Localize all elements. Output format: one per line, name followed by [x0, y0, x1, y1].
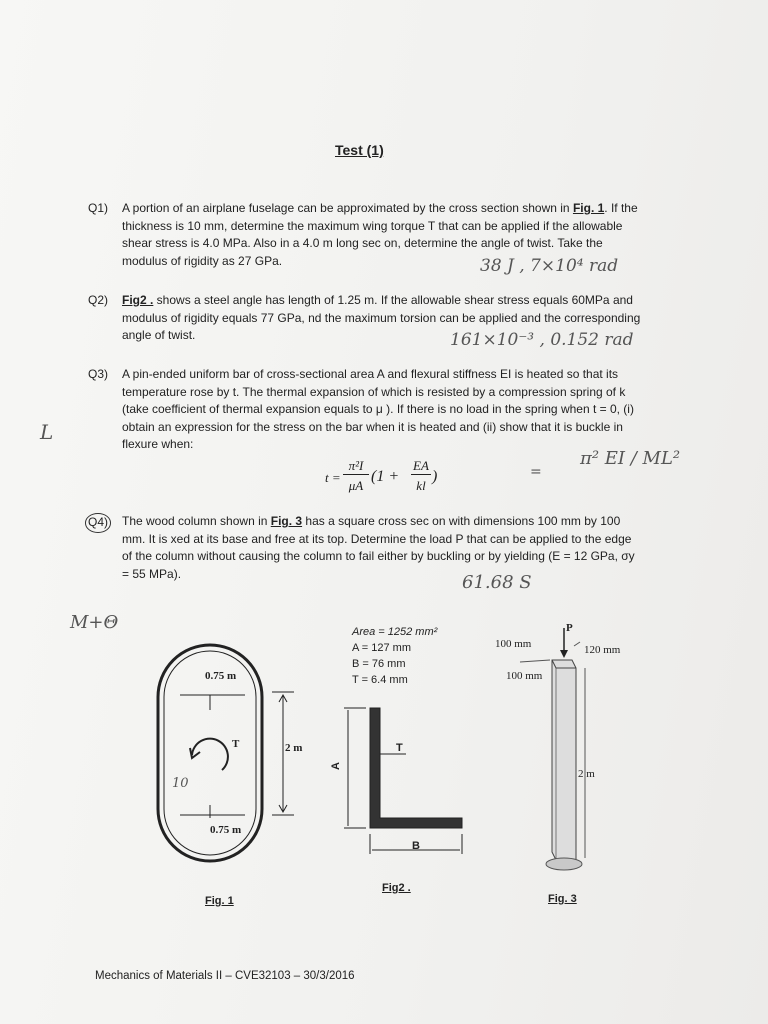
handwritten-equals: = [530, 464, 542, 480]
question-text: shows a steel angle has length of 1.25 m. If the allowable shear stress equals 60MPa and modulus of rigidity equals 77 GPa, nd the maximum torsion can be applied and the corresponding angle of twist. [122, 293, 641, 342]
page-footer: Mechanics of Materials II – CVE32103 – 30/3/2016 [95, 970, 355, 982]
handwritten-answer-q4: 61.68 S [462, 572, 532, 593]
fig1-caption: Fig. 1 [205, 895, 234, 907]
question-text: The wood column shown in [122, 514, 271, 528]
fig1-dim-top: 0.75 m [205, 670, 237, 682]
formula-denominator-2: kl [416, 478, 426, 493]
fig2-angle-section [330, 700, 480, 860]
question-number: Q2) [88, 293, 109, 307]
handwritten-fig1-note: 10 [172, 776, 189, 791]
question-text: A pin-ended uniform bar of cross-sectional area A and flexural stiffness EI is heated so that its temperature rose by t. The thermal expansion of which is resisted by a compression spring of k (take coefficient of thermal expansion equals to μ ). If there is no load in the spring when t = 0, (i) obtain an expression for the stress on the bar when it is heated and (ii) show that it is buckle in flexure when: [122, 367, 634, 451]
fig2-label-T: T [396, 742, 403, 754]
formula-paren-close: ) [432, 468, 438, 485]
handwritten-margin-note: M+Θ [70, 612, 119, 633]
fig3-dim-2: 120 mm [584, 644, 621, 656]
fig3-caption: Fig. 3 [548, 893, 577, 905]
formula-denominator: μA [348, 478, 364, 493]
fig1-dim-height: 2 m [285, 742, 303, 754]
question-text: . If the thickness is 10 mm, determine the maximum wing torque T that can be applied if the allowable shear stress is 4.0 MPa. Also in a 4.0 m long sec on, determine the angle of twist. Take the modulus of rigidity as 27 GPa. [122, 201, 638, 268]
fig1-dim-bottom: 0.75 m [210, 824, 242, 836]
fig3-load-label: P [566, 622, 573, 634]
handwritten-margin-mark: L [40, 420, 54, 444]
fig3-wood-column [490, 620, 620, 880]
fig2-dim-T: T = 6.4 mm [352, 674, 408, 686]
fig3-dim-3: 100 mm [506, 670, 543, 682]
question-number: Q3) [88, 367, 109, 381]
fig2-area: Area = 1252 mm² [352, 626, 438, 638]
formula-numerator-2: EA [411, 458, 431, 475]
formula-paren: (1 + [371, 468, 400, 485]
figure-reference: Fig2 . [122, 293, 154, 307]
fig3-height: 2 m [578, 768, 595, 780]
question-text: has a square cross sec on with dimensions 100 mm by 100 mm. It is xed at its base and free at its top. Determine the load P that can be applied to the edge of the column without causing the column to fail either by buckling or by yielding (E = 12 GPa, σy = 55 MPa). [122, 514, 635, 581]
fig2-caption: Fig2 . [382, 882, 411, 894]
fig3-dim-1: 100 mm [495, 638, 532, 650]
fig2-dim-A: A = 127 mm [352, 642, 412, 654]
figure-reference: Fig. 1 [572, 201, 605, 215]
fig2-label-B: B [412, 840, 420, 852]
figure-reference: Fig. 3 [270, 514, 303, 528]
question-number: Q1) [88, 201, 109, 215]
page-title: Test (1) [335, 142, 384, 158]
handwritten-answer-q2: 161×10⁻³ , 0.152 rad [450, 330, 634, 350]
formula-lhs: t = [325, 470, 341, 485]
formula-numerator: π²I [343, 458, 369, 475]
handwritten-answer-q1: 38 J , 7×10⁴ rad [480, 256, 619, 276]
fig2-dim-B: B = 76 mm [352, 658, 406, 670]
question-number: Q4) [85, 513, 111, 533]
fig2-label-A: A [329, 762, 342, 770]
fig1-torque-label: T [232, 738, 240, 750]
handwritten-answer-q3: π² EI / ML² [580, 448, 681, 469]
question-text: A portion of an airplane fuselage can be approximated by the cross section shown in [122, 201, 573, 215]
